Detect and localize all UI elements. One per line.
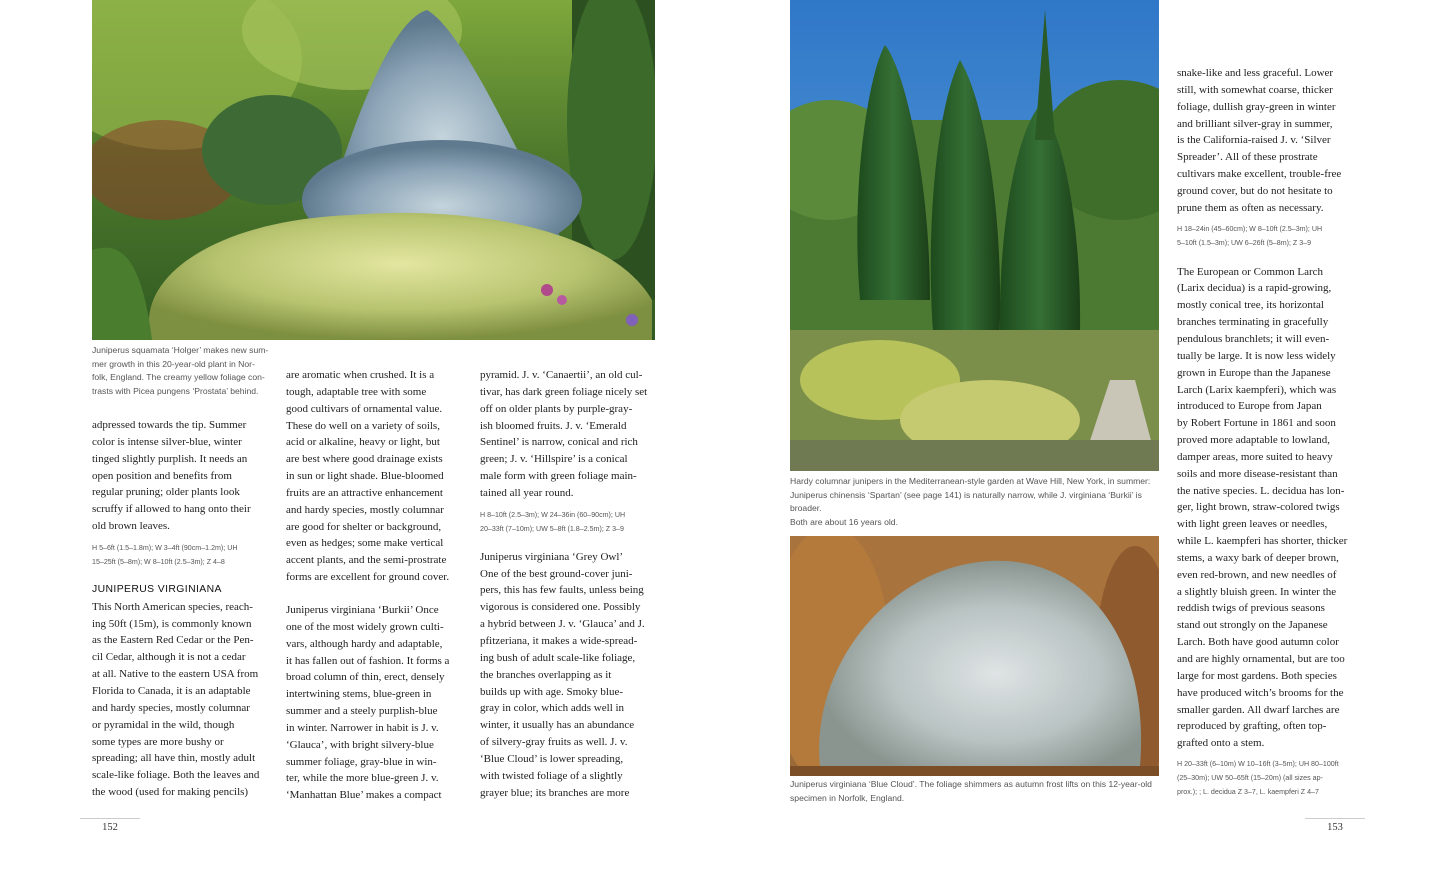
right-column: snake-like and less graceful. Lower still, with somewhat coarse, thicker foliage, dullish gray-green in winter and brilliant silver-gray in summer, is the California-raised J. v. ‘Silver Spreader’. All of these prostrate cultivars make excellent, trouble-free ground cover, but do not hesitate to prune them as often as necessary. H 18–24in (45–60cm); W 8–10ft (2.5–3m); UH 5–10ft (1.5–3m); UW 6–26ft (5–8m); Z 3–9 The European or Common Larch (Larix decidua) is a rapid-growing, mostly conical tree, its horizontal branches terminating in gracefully pendulous branchlets; it will even- tually be large. It is now less widely grown in Europe than the Japanese Larch (Larix kaempferi), which was introduced to Europe from Japan by Robert Fortune in 1861 and soon proved more adaptable to lowland, damper areas, more suited to heavy soils and more disease-resistant than the native species. L. decidua has lon- ger, light brown, straw-colored twigs with light green leaves or needles, while L. kaempferi has shorter, thicker stems, a waxy bark of deeper brown, even red-brown, and new needles of a slightly bluish green. In winter the reddish twigs of previous seasons stand out strongly on the Japanese Larch. Both have good autumn color and are highly ornamental, but are too large for most gardens. Both species have produced witch’s brooms for the smaller garden. All dwarf larches are reproduced by grafting, often top- grafted onto a stem. H 20–33ft (6–10m) W 10–16ft (3–5m); UH 80–100ft (25–30m); UW 50–65ft (15–20m) (all sizes ap- prox.); ; L. decidua Z 3–7, L. kaempferi Z 4–7 (1177, 65, 1367, 799)
caption-holger: Juniperus squamata ‘Holger’ makes new sum- mer growth in this 20-year-old plant in Nor- folk, England. The creamy yellow foliage con- trasts with Picea pungens ‘Prostata’ behind. (92, 345, 269, 396)
caption-blue-cloud: Juniperus virginiana ‘Blue Cloud’. The foliage shimmers as autumn frost lifts on this 12-year-old specimen in Norfolk, England. (790, 779, 1152, 803)
spec-larch: H 20–33ft (6–10m) W 10–16ft (3–5m); UH 80–100ft (1177, 760, 1339, 769)
photo-columnar-junipers (790, 0, 1159, 471)
spec-grey-owl: H 18–24in (45–60cm); W 8–10ft (2.5–3m); UH (1177, 224, 1323, 233)
caption-columnar: Hardy columnar junipers in the Mediterranean-style garden at Wave Hill, New York, in summer: Juniperus chinensis ‘Spartan’ (see page 141) is naturally narrow, while J. virginiana ‘Burkii’ is broader. Both are about 16 years old. (790, 476, 1151, 527)
page-number-left: 152 (80, 818, 140, 833)
page-number-right: 153 (1305, 818, 1365, 833)
spec-holger: H 5–6ft (1.5–1.8m); W 3–4ft (90cm–1.2m); UH (92, 543, 238, 552)
left-column-1: adpressed towards the tip. Summer color is intense silver-blue, winter tinged slightly purplish. It needs an open position and benefits from regular pruning; older plants look scruffy if allowed to hang onto their old brown leaves. H 5–6ft (1.5–1.8m); W 3–4ft (90cm–1.2m); UH 15–25ft (5–8m); W 8–10ft (2.5–3m); Z 4–8 JUNIPERUS VIRGINIANA This North American species, reach- ing 50ft (15m), is commonly known as the Eastern Red Cedar or the Pen- cil Cedar, although it is not a cedar at all. Native to the eastern USA from Florida to Canada, it is an adaptable and hardy species, mostly columnar or pyramidal in the wild, though some types are more bushy or spreading; all have thin, mostly adult scale-like foliage. Both the leaves and the wood (used for making pencils) (92, 417, 272, 801)
photo-holger-juniper (92, 0, 655, 340)
left-column-3: pyramid. J. v. ‘Canaertii’, an old cul- tivar, has dark green foliage nicely set off on older plants by purple-gray- ish bloomed fruits. J. v. ‘Emerald Sentinel’ is narrow, conical and rich green; J. v. ‘Hillspire’ is a conical male form with green foliage main- tained all year round. H 8–10ft (2.5–3m); W 24–36in (60–90cm); UH 20–33ft (7–10m); UW 5–8ft (1.8–2.5m); Z 3–9 Juniperus virginiana ‘Grey Owl’ One of the best ground-cover juni- pers, this has few faults, unless being vigorous is considered one. Possibly a hybrid between J. v. ‘Glauca’ and J. pfitzeriana, it makes a wide-spread- ing bush of adult scale-like foliage, the branches overlapping as it builds up with age. Smoky blue- gray in color, which adds well in winter, it usually has an abundance of silvery-gray fruits as well. J. v. ‘Blue Cloud’ is lower spreading, with twisted foliage of a slightly grayer blue; its branches are more (480, 367, 660, 801)
left-column-2: are aromatic when crushed. It is a tough, adaptable tree with some good cultivars of ornamental value. These do well on a variety of soils, acid or alkaline, heavy or light, but are best where good drainage exists in sun or light shade. Blue-bloomed fruits are an attractive enhancement and hardy species, mostly columnar are good for shelter or background, even as hedges; some make vertical accent plants, and the semi-prostrate forms are excellent for ground cover. Juniperus virginiana ‘Burkii’ Once one of the most widely grown culti- vars, although hardy and adaptable, it has fallen out of fashion. It forms a broad column of thin, erect, densely intertwining stems, blue-green in summer and a steely purplish-blue in winter. Narrower in habit is J. v. ‘Glauca’, with bright silvery-blue summer foliage, gray-blue in win- ter, while the more blue-green J. v. ‘Manhattan Blue’ makes a compact (286, 369, 450, 802)
spec-burkii: H 8–10ft (2.5–3m); W 24–36in (60–90cm); UH (480, 510, 626, 519)
heading-juniperus-virginiana: JUNIPERUS VIRGINIANA (92, 583, 222, 595)
photo-blue-cloud (790, 536, 1159, 776)
